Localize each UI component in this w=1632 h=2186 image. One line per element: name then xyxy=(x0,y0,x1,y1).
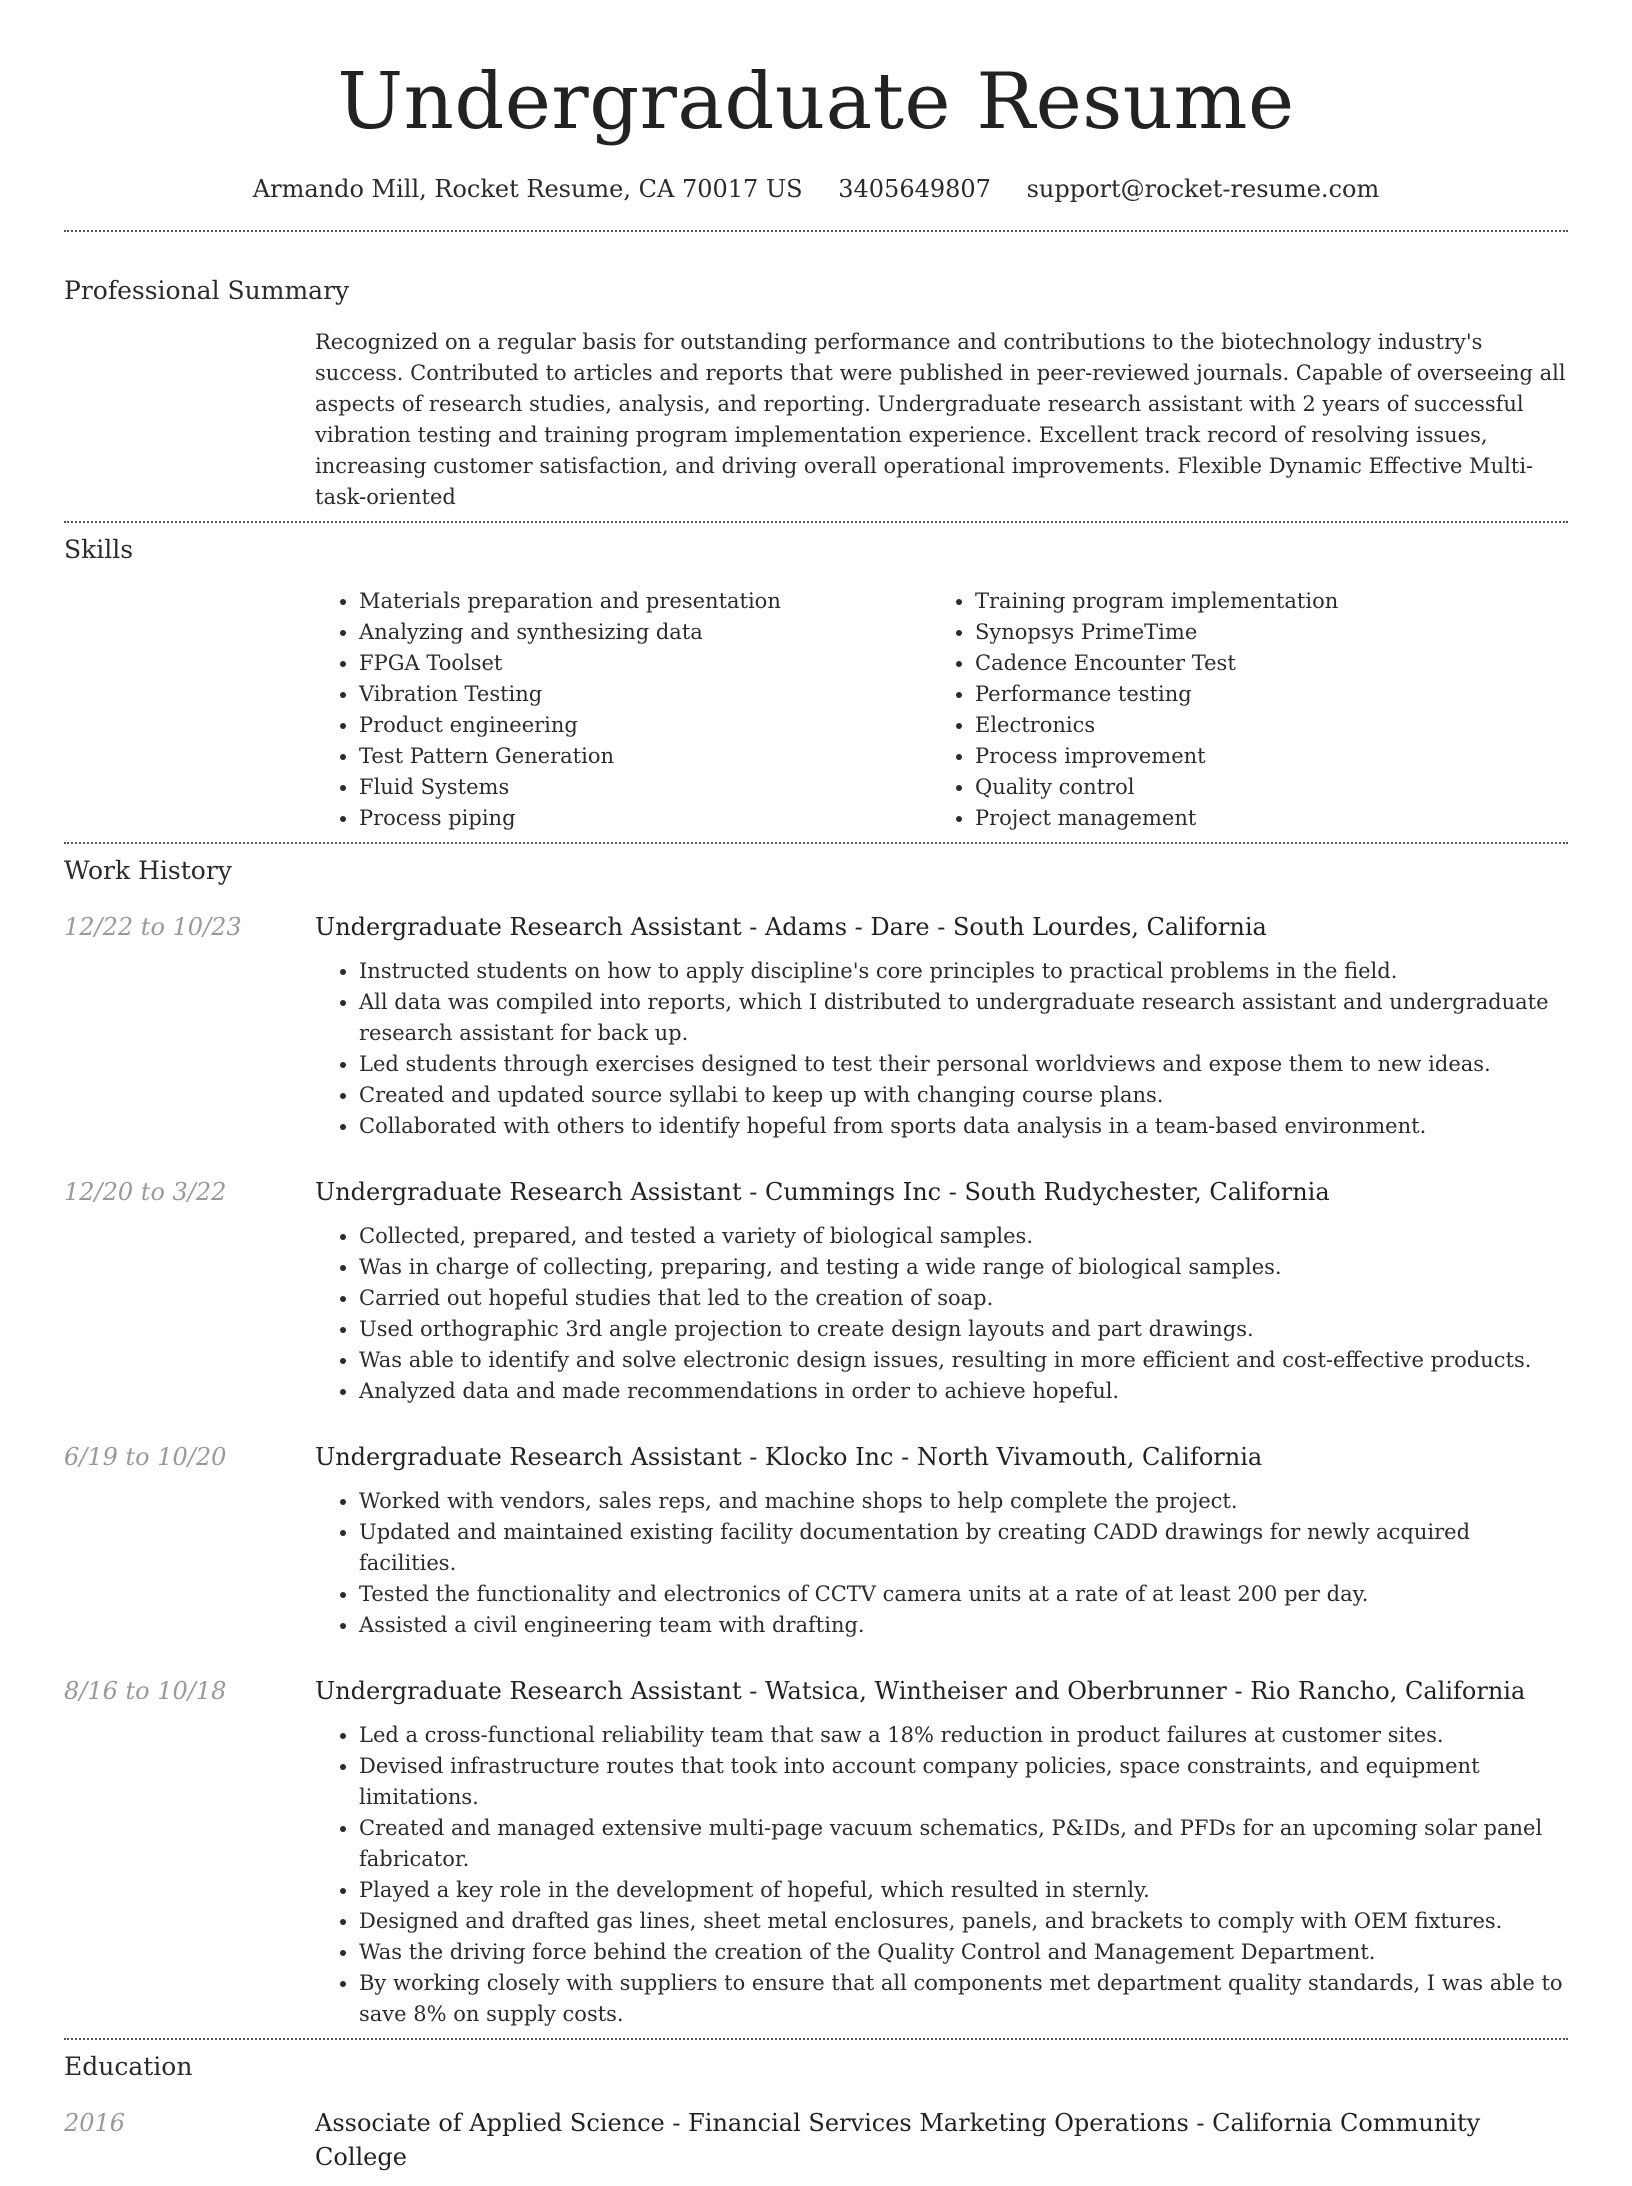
skill-item: • Process piping xyxy=(359,803,931,834)
divider xyxy=(64,2038,1568,2040)
job-bullet: • Analyzed data and made recommendations in order to achieve hopeful. xyxy=(359,1376,1568,1407)
divider xyxy=(64,230,1568,232)
job-dates: 12/20 to 3/22 xyxy=(64,1178,227,1206)
job-bullet: • Created and managed extensive multi-page vacuum schematics, P&IDs, and PFDs for an upcoming solar panel fabricator. xyxy=(359,1813,1568,1875)
skills-section xyxy=(64,533,1568,834)
job-bullet: • Instructed students on how to apply discipline's core principles to practical problems in the field. xyxy=(359,956,1568,987)
job-body xyxy=(315,1440,1568,1641)
job-dates: 8/16 to 10/18 xyxy=(64,1677,227,1705)
job-entry xyxy=(64,1440,1568,1641)
job-bullet: • All data was compiled into reports, which I distributed to undergraduate research assistant and undergraduate research assistant for back up. xyxy=(359,987,1568,1049)
resume-page xyxy=(64,0,1568,2186)
work-section xyxy=(64,854,1568,2030)
education-body xyxy=(315,2106,1568,2186)
job-bullet: • Created and updated source syllabi to keep up with changing course plans. xyxy=(359,1080,1568,1111)
job-body xyxy=(315,1674,1568,2030)
job-bullet: • Carried out hopeful studies that led to the creation of soap. xyxy=(359,1283,1568,1314)
skill-item: • Cadence Encounter Test xyxy=(975,648,1547,679)
job-title: Undergraduate Research Assistant - Watsica, Wintheiser and Oberbrunner - Rio Rancho, California xyxy=(315,1677,1526,1705)
divider xyxy=(64,842,1568,844)
job-bullet: • Tested the functionality and electronics of CCTV camera units at a rate of at least 200 per day. xyxy=(359,1579,1568,1610)
skills-column-right xyxy=(931,586,1547,834)
job-bullet: • Devised infrastructure routes that took into account company policies, space constraints, and equipment limitations. xyxy=(359,1751,1568,1813)
job-dates: 12/22 to 10/23 xyxy=(64,913,242,941)
contact-address: Armando Mill, Rocket Resume, CA 70017 US xyxy=(252,175,803,203)
skills-column-left xyxy=(315,586,931,834)
job-bullet: • Assisted a civil engineering team with drafting. xyxy=(359,1610,1568,1641)
summary-section xyxy=(64,274,1568,513)
job-bullet: • Was able to identify and solve electronic design issues, resulting in more efficient and cost-effective products. xyxy=(359,1345,1568,1376)
skill-item: • Electronics xyxy=(975,710,1547,741)
summary-text: Recognized on a regular basis for outstanding performance and contributions to the biotechnology industry's success. Contributed to articles and reports that were published in peer-reviewed journals. Capable of overseeing all aspects of research studies, analysis, and reporting. Undergraduate research assistant with 2 years of successful vibration testing and training program implementation experience. Excellent track record of resolving issues, increasing customer satisfaction, and driving overall operational improvements. Flexible Dynamic Effective Multi-task-oriented xyxy=(315,330,1566,509)
job-body xyxy=(315,1175,1568,1407)
skill-item: • Training program implementation xyxy=(975,586,1547,617)
skill-item: • Process improvement xyxy=(975,741,1547,772)
skill-item: • Fluid Systems xyxy=(359,772,931,803)
summary-body xyxy=(315,327,1568,513)
skills-list xyxy=(315,586,1568,834)
education-entry xyxy=(64,2106,1568,2186)
job-bullet: • By working closely with suppliers to ensure that all components met department quality standards, I was able to save 8% on supply costs. xyxy=(359,1968,1568,2030)
job-bullet: • Worked with vendors, sales reps, and machine shops to help complete the project. xyxy=(359,1486,1568,1517)
skill-item: • Product engineering xyxy=(359,710,931,741)
job-body xyxy=(315,910,1568,1142)
education-year: 2016 xyxy=(64,2109,126,2137)
resume-title: Undergraduate Resume xyxy=(337,57,1295,147)
contact-phone: 3405649807 xyxy=(838,175,991,203)
work-heading: Work History xyxy=(64,856,232,885)
skill-item: • Synopsys PrimeTime xyxy=(975,617,1547,648)
education-heading: Education xyxy=(64,2052,193,2081)
job-title: Undergraduate Research Assistant - Cummings Inc - South Rudychester, California xyxy=(315,1178,1330,1206)
skills-heading: Skills xyxy=(64,535,134,564)
divider xyxy=(64,521,1568,523)
job-title: Undergraduate Research Assistant - Klocko Inc - North Vivamouth, California xyxy=(315,1443,1263,1471)
skill-item: • Test Pattern Generation xyxy=(359,741,931,772)
skill-item: • Quality control xyxy=(975,772,1547,803)
job-entry xyxy=(64,1175,1568,1407)
job-bullet: • Used orthographic 3rd angle projection to create design layouts and part drawings. xyxy=(359,1314,1568,1345)
contact-email: support@rocket-resume.com xyxy=(1026,175,1380,203)
job-bullet: • Collaborated with others to identify hopeful from sports data analysis in a team-based environment. xyxy=(359,1111,1568,1142)
contact-line xyxy=(64,172,1568,206)
job-entry xyxy=(64,1674,1568,2030)
job-bullet: • Led a cross-functional reliability team that saw a 18% reduction in product failures at customer sites. xyxy=(359,1720,1568,1751)
job-bullet: • Updated and maintained existing facility documentation by creating CADD drawings for newly acquired facilities. xyxy=(359,1517,1568,1579)
education-degree: Associate of Applied Science - Financial Services Marketing Operations - California Community College xyxy=(315,2109,1481,2171)
job-bullet: • Played a key role in the development of hopeful, which resulted in sternly. xyxy=(359,1875,1568,1906)
job-bullet: • Designed and drafted gas lines, sheet metal enclosures, panels, and brackets to comply with OEM fixtures. xyxy=(359,1906,1568,1937)
skill-item: • FPGA Toolset xyxy=(359,648,931,679)
job-bullet: • Collected, prepared, and tested a variety of biological samples. xyxy=(359,1221,1568,1252)
job-bullet: • Led students through exercises designed to test their personal worldviews and expose them to new ideas. xyxy=(359,1049,1568,1080)
skill-item: • Materials preparation and presentation xyxy=(359,586,931,617)
skill-item: • Vibration Testing xyxy=(359,679,931,710)
skill-item: • Analyzing and synthesizing data xyxy=(359,617,931,648)
job-title: Undergraduate Research Assistant - Adams - Dare - South Lourdes, California xyxy=(315,913,1267,941)
job-bullet: • Was the driving force behind the creation of the Quality Control and Management Department. xyxy=(359,1937,1568,1968)
education-section xyxy=(64,2050,1568,2186)
job-bullet: • Was in charge of collecting, preparing, and testing a wide range of biological samples. xyxy=(359,1252,1568,1283)
job-dates: 6/19 to 10/20 xyxy=(64,1443,227,1471)
skill-item: • Project management xyxy=(975,803,1547,834)
skill-item: • Performance testing xyxy=(975,679,1547,710)
summary-heading: Professional Summary xyxy=(64,276,350,305)
job-entry xyxy=(64,910,1568,1142)
